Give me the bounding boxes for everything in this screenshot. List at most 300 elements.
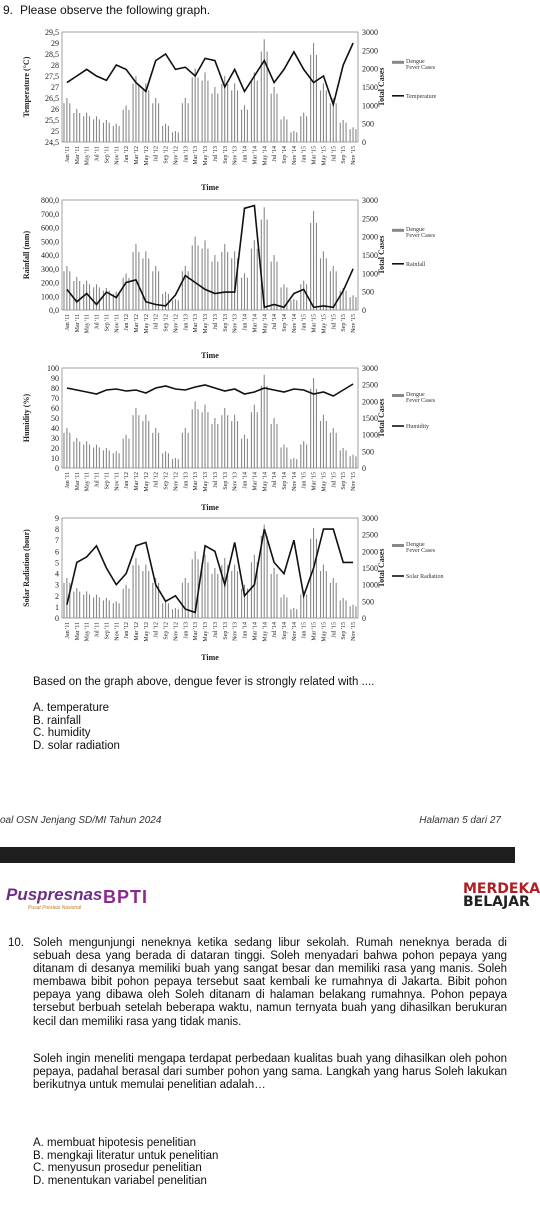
cases-bar xyxy=(158,433,159,468)
cases-bar xyxy=(296,132,297,142)
chart-humidity xyxy=(20,362,436,512)
cases-bar xyxy=(63,271,64,310)
cases-bar xyxy=(155,98,156,142)
x-tick-label: Nov '11 xyxy=(114,622,121,641)
y-tick-label: 100 xyxy=(47,364,59,373)
cases-bar xyxy=(316,539,317,618)
y-tick-label: 30 xyxy=(51,434,59,443)
cases-bar xyxy=(310,223,311,310)
y2-tick-label: 0 xyxy=(362,614,366,623)
cases-bar xyxy=(283,595,284,618)
cases-bar xyxy=(352,127,353,142)
cases-bar xyxy=(123,439,124,468)
cases-bar xyxy=(241,278,242,310)
x-tick-label: Nov '11 xyxy=(114,314,121,333)
cases-bar xyxy=(148,571,149,618)
x-tick-label: May '13 xyxy=(203,622,210,642)
cases-bar xyxy=(116,124,117,142)
y-tick-label: 800,0 xyxy=(41,196,59,205)
cases-bar xyxy=(66,578,67,618)
cases-bar xyxy=(241,439,242,468)
cases-bar xyxy=(306,445,307,468)
cases-bar xyxy=(340,450,341,468)
cases-bar xyxy=(346,123,347,142)
x-tick-label: Jul '14 xyxy=(272,472,279,488)
x-tick-label: Nov '12 xyxy=(173,472,180,491)
cases-bar xyxy=(69,271,70,310)
x-axis-title: Time xyxy=(201,503,219,512)
legend-label-line: Solar Radiation xyxy=(406,574,444,580)
y2-tick-label: 2500 xyxy=(362,380,378,390)
y2-tick-label: 500 xyxy=(362,287,374,297)
cases-bar xyxy=(276,424,277,468)
cases-bar xyxy=(276,94,277,142)
cases-bar xyxy=(89,116,90,142)
cases-bar xyxy=(89,595,90,618)
x-tick-label: Mar '13 xyxy=(193,622,200,641)
cases-bar xyxy=(326,258,327,310)
cases-bar xyxy=(99,447,100,468)
cases-bar xyxy=(217,94,218,142)
x-tick-label: Sep '11 xyxy=(104,146,111,164)
x-tick-label: May '13 xyxy=(203,146,210,166)
cases-bar xyxy=(280,447,281,468)
legend-swatch-cases xyxy=(392,394,404,397)
cases-bar xyxy=(244,273,245,310)
cases-bar xyxy=(93,447,94,468)
cases-bar xyxy=(323,415,324,468)
cases-bar xyxy=(178,609,179,618)
y-tick-label: 28 xyxy=(51,61,59,70)
cases-bar xyxy=(152,103,153,142)
cases-bar xyxy=(103,600,104,618)
belajar-word: BELAJAR xyxy=(463,894,530,910)
cases-bar xyxy=(86,281,87,310)
x-tick-label: May '14 xyxy=(262,622,269,642)
x-tick-label: Jul '13 xyxy=(212,146,219,162)
cases-bar xyxy=(96,284,97,310)
x-tick-label: Nov '13 xyxy=(232,146,239,165)
legend-label-cases-2: Fever Cases xyxy=(406,398,436,404)
question-prompt: Please observe the following graph. xyxy=(20,3,211,17)
footer-title: oal OSN Jenjang SD/MI Tahun 2024 xyxy=(0,815,162,826)
x-tick-label: Jan '15 xyxy=(301,314,308,331)
cases-bar xyxy=(76,109,77,142)
cases-bar xyxy=(109,600,110,618)
cases-bar xyxy=(290,132,291,142)
x-tick-label: Mar '15 xyxy=(311,622,318,641)
cases-bar xyxy=(352,295,353,310)
cases-bar xyxy=(310,389,311,468)
cases-bar xyxy=(198,77,199,142)
cases-bar xyxy=(231,421,232,468)
cases-bar xyxy=(96,116,97,142)
x-tick-label: Mar '12 xyxy=(134,622,140,641)
option-d[interactable]: D. solar radiation xyxy=(33,739,120,752)
y2-tick-label: 1000 xyxy=(362,269,378,279)
y-tick-label: 40 xyxy=(51,424,59,433)
cases-bar xyxy=(192,245,193,310)
cases-bar xyxy=(352,605,353,618)
cases-bar xyxy=(109,123,110,142)
cases-bar xyxy=(326,421,327,468)
cases-bar xyxy=(333,578,334,618)
y-axis-title: Rainfall (mm) xyxy=(22,230,31,280)
y2-tick-label: 500 xyxy=(362,119,374,129)
y-tick-label: 26 xyxy=(51,105,59,114)
x-tick-label: Jul '13 xyxy=(212,472,219,488)
cases-bar xyxy=(178,132,179,142)
y2-tick-label: 2000 xyxy=(362,64,378,74)
cases-bar xyxy=(138,565,139,618)
cases-bar xyxy=(234,415,235,468)
chart-svg-2 xyxy=(20,362,436,512)
x-tick-label: May '13 xyxy=(203,314,210,334)
cases-bar xyxy=(116,601,117,618)
cases-bar xyxy=(224,244,225,310)
cases-bar xyxy=(251,81,252,142)
cases-bar xyxy=(293,608,294,618)
x-tick-label: Nov '12 xyxy=(173,146,180,165)
x-tick-label: Sep '11 xyxy=(104,622,111,640)
x-tick-label: May '12 xyxy=(143,622,150,642)
x-tick-label: Mar '13 xyxy=(193,146,200,165)
cases-bar xyxy=(343,120,344,142)
cases-bar xyxy=(274,418,275,468)
y-tick-label: 300,0 xyxy=(41,264,59,274)
cases-bar xyxy=(271,94,272,142)
cases-bar xyxy=(175,131,176,142)
x-tick-label: Nov '11 xyxy=(114,146,121,165)
option-b[interactable]: B. mengkaji literatur untuk penelitian xyxy=(33,1149,219,1162)
cases-bar xyxy=(69,103,70,142)
cases-bar xyxy=(333,266,334,310)
y-tick-label: 25,5 xyxy=(45,116,59,125)
x-tick-label: Sep '14 xyxy=(282,472,288,490)
x-tick-label: Sep '14 xyxy=(282,314,288,332)
cases-bar xyxy=(306,116,307,142)
cases-bar xyxy=(300,116,301,142)
y-tick-label: 50 xyxy=(51,414,59,423)
y2-tick-label: 2500 xyxy=(362,214,378,224)
y2-tick-label: 2000 xyxy=(362,547,378,557)
cases-bar xyxy=(313,211,314,310)
cases-bar xyxy=(175,608,176,618)
option-a[interactable]: A. membuat hipotesis penelitian xyxy=(33,1137,197,1149)
cases-bar xyxy=(103,450,104,468)
legend-label-cases: Dengue xyxy=(406,392,425,398)
x-tick-label: Nov '12 xyxy=(173,622,180,641)
y-tick-label: 80 xyxy=(51,384,59,393)
cases-bar xyxy=(296,300,297,310)
y2-tick-label: 2000 xyxy=(362,232,378,242)
cases-bar xyxy=(202,249,203,310)
x-tick-label: Sep '13 xyxy=(222,146,229,164)
cases-bar xyxy=(313,43,314,142)
legend-label-line: Rainfall xyxy=(406,261,426,268)
option-d[interactable]: D. menentukan variabel penelitian xyxy=(33,1174,207,1187)
x-tick-label: Jan '13 xyxy=(183,146,190,163)
x-tick-label: Mar '13 xyxy=(193,314,200,333)
puspresnas-subtitle: Pusat Prestasi Nasional xyxy=(28,905,82,911)
x-tick-label: Jul '12 xyxy=(153,146,160,162)
cases-bar xyxy=(99,119,100,142)
cases-bar xyxy=(182,583,183,618)
cases-bar xyxy=(257,412,258,468)
cases-bar xyxy=(293,458,294,468)
cases-bar xyxy=(336,433,337,468)
y2-axis-title: Total Cases xyxy=(377,548,386,588)
x-tick-label: Mar '15 xyxy=(311,472,318,491)
cases-bar xyxy=(198,245,199,310)
x-tick-label: May '14 xyxy=(262,146,269,166)
cases-bar xyxy=(300,445,301,468)
cases-bar xyxy=(96,595,97,618)
cases-bar xyxy=(313,528,314,618)
option-c[interactable]: C. humidity xyxy=(33,727,91,739)
cases-bar xyxy=(251,562,252,618)
cases-bar xyxy=(320,90,321,142)
y2-tick-label: 1500 xyxy=(362,251,378,260)
cases-bar xyxy=(234,565,235,618)
x-tick-label: Sep '14 xyxy=(282,622,288,640)
cases-bar xyxy=(214,568,215,618)
y2-axis-title: Total Cases xyxy=(377,235,386,275)
cases-bar xyxy=(214,87,215,142)
cases-bar xyxy=(103,291,104,310)
y-axis-title: Temperature (°C) xyxy=(22,56,31,118)
cases-bar xyxy=(313,378,314,468)
x-tick-label: Nov '14 xyxy=(291,622,298,641)
x-tick-label: Jul '12 xyxy=(153,314,160,330)
cases-bar xyxy=(123,110,124,142)
y-tick-label: 4 xyxy=(55,569,59,579)
cases-bar xyxy=(300,595,301,618)
cases-bar xyxy=(123,278,124,310)
legend-swatch-cases xyxy=(392,61,404,64)
y2-tick-label: 0 xyxy=(362,464,366,473)
question-10-paragraph-1: Soleh mengunjungi neneknya ketika sedang libur sekolah. Rumah neneknya berada di sebuah desa yang berada di dataran tinggi. Soleh menyadari bahwa pohon pepaya yang ditanam di desanya memiliki buah yang sangat besar dan memiliki rasa yang manis. Soleh membawa bibit pohon pepaya tersebut saat kembali ke rumahnya di Jakarta. Bibit pohon pepaya yang dibawa oleh Soleh ditanam di halaman belakang rumahnya. Pohon pepaya tersebut berbuah setelah beberapa waktu, namun ternyata buah yang dihasilkan berukuran kecil dan memiliki rasa yang tidak manis. xyxy=(33,937,507,1028)
cases-bar xyxy=(303,441,304,468)
cases-bar xyxy=(76,438,77,468)
merdeka-word: MERDEKA xyxy=(463,881,540,897)
cases-bar xyxy=(73,592,74,618)
x-axis-title: Time xyxy=(201,351,219,360)
option-a[interactable]: A. temperature xyxy=(33,702,110,714)
x-tick-label: May '11 xyxy=(84,314,91,334)
cases-bar xyxy=(182,271,183,310)
cases-bar xyxy=(145,415,146,468)
y-tick-label: 600,0 xyxy=(41,223,59,233)
cases-bar xyxy=(355,606,356,618)
cases-bar xyxy=(227,84,228,142)
x-axis-title: Time xyxy=(201,183,219,192)
y-tick-label: 700,0 xyxy=(41,209,59,219)
cases-bar xyxy=(165,451,166,468)
cases-bar xyxy=(204,72,205,142)
cases-bar xyxy=(234,83,235,142)
cases-bar xyxy=(69,433,70,468)
cases-bar xyxy=(155,428,156,468)
x-tick-label: Mar '13 xyxy=(193,472,200,491)
x-tick-label: May '15 xyxy=(321,146,328,166)
cases-bar xyxy=(188,103,189,142)
y-tick-label: 0 xyxy=(55,464,59,473)
cases-bar xyxy=(207,81,208,142)
cases-bar xyxy=(142,421,143,468)
cases-bar xyxy=(116,451,117,468)
cases-bar xyxy=(254,405,255,468)
x-tick-label: May '14 xyxy=(262,314,269,334)
cases-bar xyxy=(340,600,341,618)
legend-label-cases-2: Fever Cases xyxy=(406,548,436,554)
cases-bar xyxy=(296,459,297,468)
cases-bar xyxy=(162,603,163,618)
cases-bar xyxy=(152,433,153,468)
cases-bar xyxy=(113,453,114,468)
cases-bar xyxy=(290,609,291,618)
x-tick-label: Jul '14 xyxy=(272,146,279,162)
cases-bar xyxy=(274,255,275,310)
cases-bar xyxy=(148,421,149,468)
cases-bar xyxy=(135,558,136,618)
cases-bar xyxy=(132,84,133,142)
y-tick-label: 8 xyxy=(55,525,59,535)
cases-bar xyxy=(126,435,127,468)
x-tick-label: Jan '12 xyxy=(124,314,131,331)
y-tick-label: 100,0 xyxy=(41,292,59,302)
cases-bar xyxy=(355,456,356,468)
cases-bar xyxy=(211,574,212,618)
y-tick-label: 1 xyxy=(55,602,59,612)
cases-bar xyxy=(310,55,311,142)
legend-label-cases: Dengue xyxy=(406,58,425,65)
cases-bar xyxy=(333,428,334,468)
chart-svg-0 xyxy=(20,24,437,192)
y2-tick-label: 2000 xyxy=(362,397,378,407)
cases-bar xyxy=(66,266,67,310)
cases-bar xyxy=(271,424,272,468)
x-tick-label: Sep '13 xyxy=(222,314,229,332)
y-tick-label: 24,5 xyxy=(45,138,59,147)
cases-bar xyxy=(254,240,255,310)
question-10-number: 10. xyxy=(8,937,24,949)
cases-bar xyxy=(350,456,351,468)
x-tick-label: Nov '15 xyxy=(351,472,358,491)
legend-label-cases: Dengue xyxy=(406,226,425,233)
x-tick-label: Jul '13 xyxy=(212,622,219,638)
x-tick-label: Mar '11 xyxy=(74,622,81,641)
x-tick-label: Jul '15 xyxy=(331,622,338,638)
x-tick-label: May '15 xyxy=(321,622,328,642)
cases-bar xyxy=(202,81,203,142)
y-tick-label: 500,0 xyxy=(41,237,59,247)
cases-bar xyxy=(155,266,156,310)
cases-bar xyxy=(330,433,331,468)
page-divider-bar xyxy=(0,847,515,863)
x-tick-label: Mar '15 xyxy=(311,314,318,333)
cases-bar xyxy=(162,453,163,468)
cases-bar xyxy=(148,90,149,142)
question-9-header xyxy=(3,3,210,17)
cases-bar xyxy=(126,105,127,142)
x-tick-label: Jul '15 xyxy=(331,472,338,488)
x-tick-label: Mar '14 xyxy=(252,314,259,333)
cases-bar xyxy=(86,591,87,618)
x-tick-label: Sep '12 xyxy=(163,146,170,164)
cases-bar xyxy=(79,281,80,310)
cases-bar xyxy=(217,262,218,310)
cases-bar xyxy=(204,240,205,310)
x-tick-label: Jan '13 xyxy=(183,314,190,331)
x-tick-label: Nov '15 xyxy=(351,146,358,165)
x-tick-label: Mar '12 xyxy=(134,146,140,165)
cases-bar xyxy=(138,84,139,142)
cases-bar xyxy=(303,281,304,310)
y-tick-label: 28,5 xyxy=(45,50,59,59)
option-c[interactable]: C. menyusun prosedur penelitian xyxy=(33,1162,202,1174)
x-tick-label: Sep '11 xyxy=(104,314,111,332)
y2-tick-label: 1000 xyxy=(362,430,378,440)
x-tick-label: May '12 xyxy=(143,146,150,166)
cases-bar xyxy=(178,300,179,310)
y-axis-title: Solar Radiation (hour) xyxy=(22,529,31,607)
x-tick-label: Sep '12 xyxy=(163,472,170,490)
cases-bar xyxy=(330,103,331,142)
y2-axis-title: Total Cases xyxy=(377,67,386,107)
y-tick-label: 10 xyxy=(51,454,59,463)
cases-bar xyxy=(168,453,169,468)
cases-bar xyxy=(138,252,139,310)
chart-rainfall xyxy=(20,192,436,360)
x-tick-label: Sep '14 xyxy=(282,146,288,164)
option-b[interactable]: B. rainfall xyxy=(33,714,81,727)
cases-bar xyxy=(330,271,331,310)
cases-bar xyxy=(290,300,291,310)
x-tick-label: Jul '11 xyxy=(94,472,101,488)
cases-bar xyxy=(185,266,186,310)
y-tick-label: 70 xyxy=(51,394,59,403)
cases-bar xyxy=(280,597,281,618)
cases-bar xyxy=(283,116,284,142)
cases-bar xyxy=(340,123,341,142)
cases-bar xyxy=(286,119,287,142)
cases-bar xyxy=(204,555,205,618)
cases-bar xyxy=(66,98,67,142)
x-tick-label: Nov '13 xyxy=(232,472,239,491)
cases-bar xyxy=(283,445,284,468)
y2-tick-label: 500 xyxy=(362,447,374,457)
cases-bar xyxy=(172,132,173,142)
cases-bar xyxy=(346,600,347,618)
x-tick-label: Mar '12 xyxy=(134,472,140,491)
cases-bar xyxy=(316,223,317,310)
chart-solar-radiation xyxy=(20,512,444,662)
cases-bar xyxy=(135,76,136,142)
cases-bar xyxy=(320,571,321,618)
y-tick-label: 200,0 xyxy=(41,278,59,288)
cases-bar xyxy=(231,571,232,618)
cases-bar xyxy=(142,258,143,310)
cases-bar xyxy=(188,433,189,468)
cases-bar xyxy=(257,249,258,310)
cases-bar xyxy=(303,113,304,142)
x-tick-label: Sep '15 xyxy=(341,472,348,490)
x-tick-label: Nov '15 xyxy=(351,622,358,641)
cases-bar xyxy=(165,601,166,618)
x-tick-label: Jan '14 xyxy=(242,622,249,639)
cases-bar xyxy=(276,262,277,310)
